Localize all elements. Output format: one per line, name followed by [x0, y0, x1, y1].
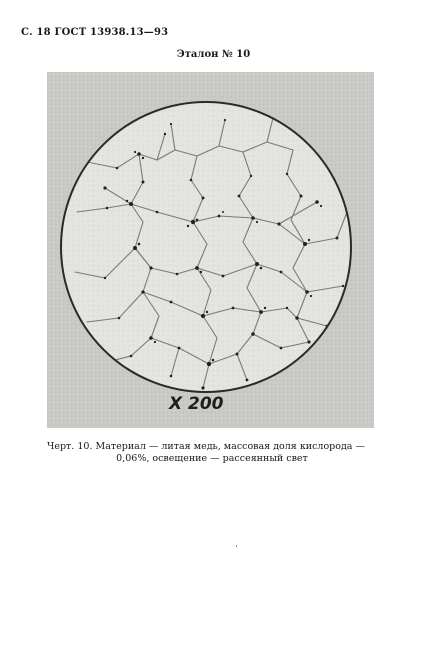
page-header: С. 18 ГОСТ 13938.13—93	[21, 27, 169, 38]
micrograph-photo	[47, 72, 374, 428]
magnification-label: X 200	[169, 394, 224, 414]
caption-line-2: 0,06%, освещение — рассеянный свет	[116, 453, 308, 464]
caption-line-1: Черт. 10. Материал — литая медь, массовая доля кислорода —	[47, 441, 365, 452]
figure-title: Эталон № 10	[176, 49, 251, 60]
page-mark	[236, 545, 237, 547]
figure-caption	[47, 441, 377, 465]
